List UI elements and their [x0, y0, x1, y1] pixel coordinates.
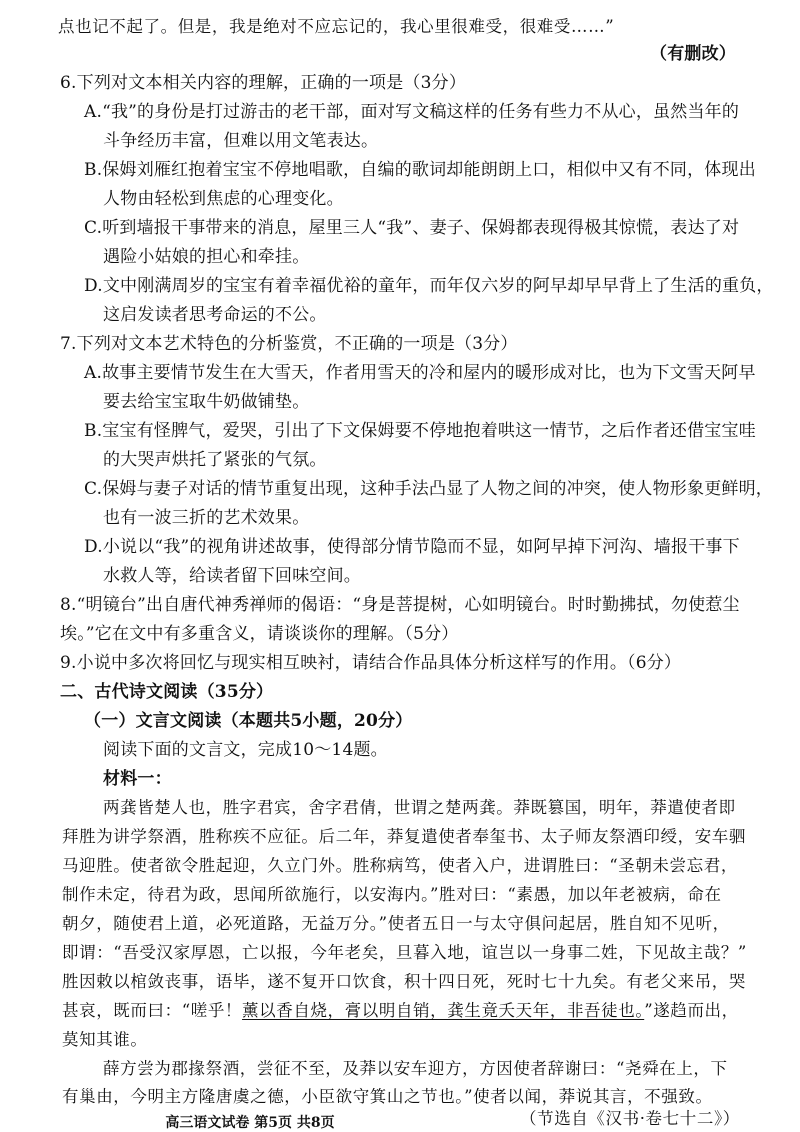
- passage-line: 马迎胜。使者欲令胜起迎，久立门外。胜称病笃，使者入户，进谓胜曰：“圣朝未尝忘君，: [62, 856, 738, 875]
- passage-line: 朝夕，随使君上道，必死道路，无益万分。”使者五日一与太守俱问起居，胜自知不见听，: [62, 914, 730, 933]
- passage-line: [62, 1000, 739, 1022]
- passage-line: 两龚皆楚人也，胜字君宾，舍字君倩，世谓之楚两龚。莽既篡国，明年，莽遣使者即: [103, 798, 736, 817]
- q7-option-d-cont: 水救人等，给读者留下回味空间。: [103, 566, 361, 586]
- q7-option-c: C.保姆与妻子对话的情节重复出现，这种手法凸显了人物之间的冲突，使人物形象更鲜明，: [84, 479, 774, 499]
- q7-option-c-cont: 也有一波三折的艺术效果。: [103, 508, 310, 528]
- q6-option-d-cont: 这启发读者思考命运的不公。: [103, 305, 327, 325]
- passage-text: ”遂趋而出，: [644, 1001, 739, 1020]
- q7-option-a-cont: 要去给宝宝取牛奶做铺垫。: [103, 392, 310, 412]
- subsection-heading: （一）文言文阅读（本题共5小题，20分）: [84, 711, 413, 731]
- page-footer: 高三语文试卷 第5页 共8页: [165, 1115, 335, 1131]
- passage-line: 有巢由，今明主方隆唐虞之德，小臣欲守箕山之节也。”使者以闻，莽说其言，不强致。: [62, 1087, 713, 1106]
- question-6-stem: 6.下列对文本相关内容的理解，正确的一项是（3分）: [60, 73, 467, 93]
- reading-instruction: 阅读下面的文言文，完成10～14题。: [103, 740, 388, 760]
- passage-line: 胜因敕以棺敛丧事，语毕，遂不复开口饮食，积十四日死，死时七十九矣。有老父来吊，哭: [62, 972, 746, 991]
- q6-option-a: A.“我”的身份是打过游击的老干部，面对写文稿这样的任务有些力不从心，虽然当年的: [84, 102, 740, 122]
- question-8-cont: 埃。”它在文中有多重含义，请谈谈你的理解。（5分）: [60, 624, 459, 644]
- q6-option-a-cont: 斗争经历丰富，但难以用文笔表达。: [103, 131, 379, 151]
- q6-option-d: D.文中刚满周岁的宝宝有着幸福优裕的童年，而年仅六岁的阿早却早早背上了生活的重负，: [84, 276, 774, 296]
- abridged-note: （有删改）: [650, 44, 736, 64]
- section-heading: 二、古代诗文阅读（35分）: [60, 682, 274, 702]
- passage-line: 制作未定，待君为政，思闻所欲施行，以安海内。”胜对曰：“素愚，加以年老被病，命在: [62, 885, 722, 904]
- q6-option-c: C.听到墙报干事带来的消息，屋里三人“我”、妻子、保姆都表现得极其惊慌，表达了对: [84, 218, 740, 238]
- q6-option-b: B.保姆刘雁红抱着宝宝不停地唱歌，自编的歌词却能朗朗上口，相似中又有不同，体现出: [84, 160, 756, 180]
- passage-source: （节选自《汉书·卷七十二》）: [520, 1109, 740, 1128]
- underlined-sentence: 薰以香自烧，膏以明自销，龚生竟夭天年，非吾徒也。: [242, 1001, 645, 1020]
- question-9: 9.小说中多次将回忆与现实相互映衬，请结合作品具体分析这样写的作用。（6分）: [60, 653, 682, 673]
- q7-option-b-cont: 的大哭声烘托了紧张的气氛。: [103, 450, 327, 470]
- question-7-stem: 7.下列对文本艺术特色的分析鉴赏，不正确的一项是（3分）: [60, 334, 518, 354]
- q7-option-a: A.故事主要情节发生在大雪天，作者用雪天的冷和屋内的暖形成对比，也为下文雪天阿早: [84, 363, 756, 383]
- story-ending-line: 点也记不起了。但是，我是绝对不应忘记的，我心里很难受，很难受……”: [58, 17, 615, 36]
- passage-line: 薛方尝为郡掾祭酒，尝征不至，及莽以安车迎方，方因使者辞谢曰：“尧舜在上，下: [103, 1059, 728, 1078]
- q6-option-b-cont: 人物由轻松到焦虑的心理变化。: [103, 189, 344, 209]
- passage-line: 莫知其谁。: [62, 1030, 148, 1049]
- q7-option-b: B.宝宝有怪脾气，爱哭，引出了下文保姆要不停地抱着哄这一情节，之后作者还借宝宝哇: [84, 421, 756, 441]
- passage-line: 即谓：“吾受汉家厚恩，亡以报，今年老矣，旦暮入地，谊岂以一身事二姓，下见故主哉？”: [62, 943, 747, 962]
- q6-option-c-cont: 遇险小姑娘的担心和牵挂。: [103, 247, 310, 267]
- q7-option-d: D.小说以“我”的视角讲述故事，使得部分情节隐而不显，如阿早掉下河沟、墙报干事下: [84, 537, 740, 557]
- material-label: 材料一：: [103, 769, 172, 789]
- passage-text: 甚哀，既而曰：“嗟乎！: [62, 1001, 243, 1020]
- question-8: 8.“明镜台”出自唐代神秀禅师的偈语：“身是菩提树，心如明镜台。时时勤拂拭，勿使惹尘: [60, 595, 740, 615]
- passage-line: 拜胜为讲学祭酒，胜称疾不应征。后二年，莽复遣使者奉玺书、太子师友祭酒印绶，安车驷: [62, 827, 746, 846]
